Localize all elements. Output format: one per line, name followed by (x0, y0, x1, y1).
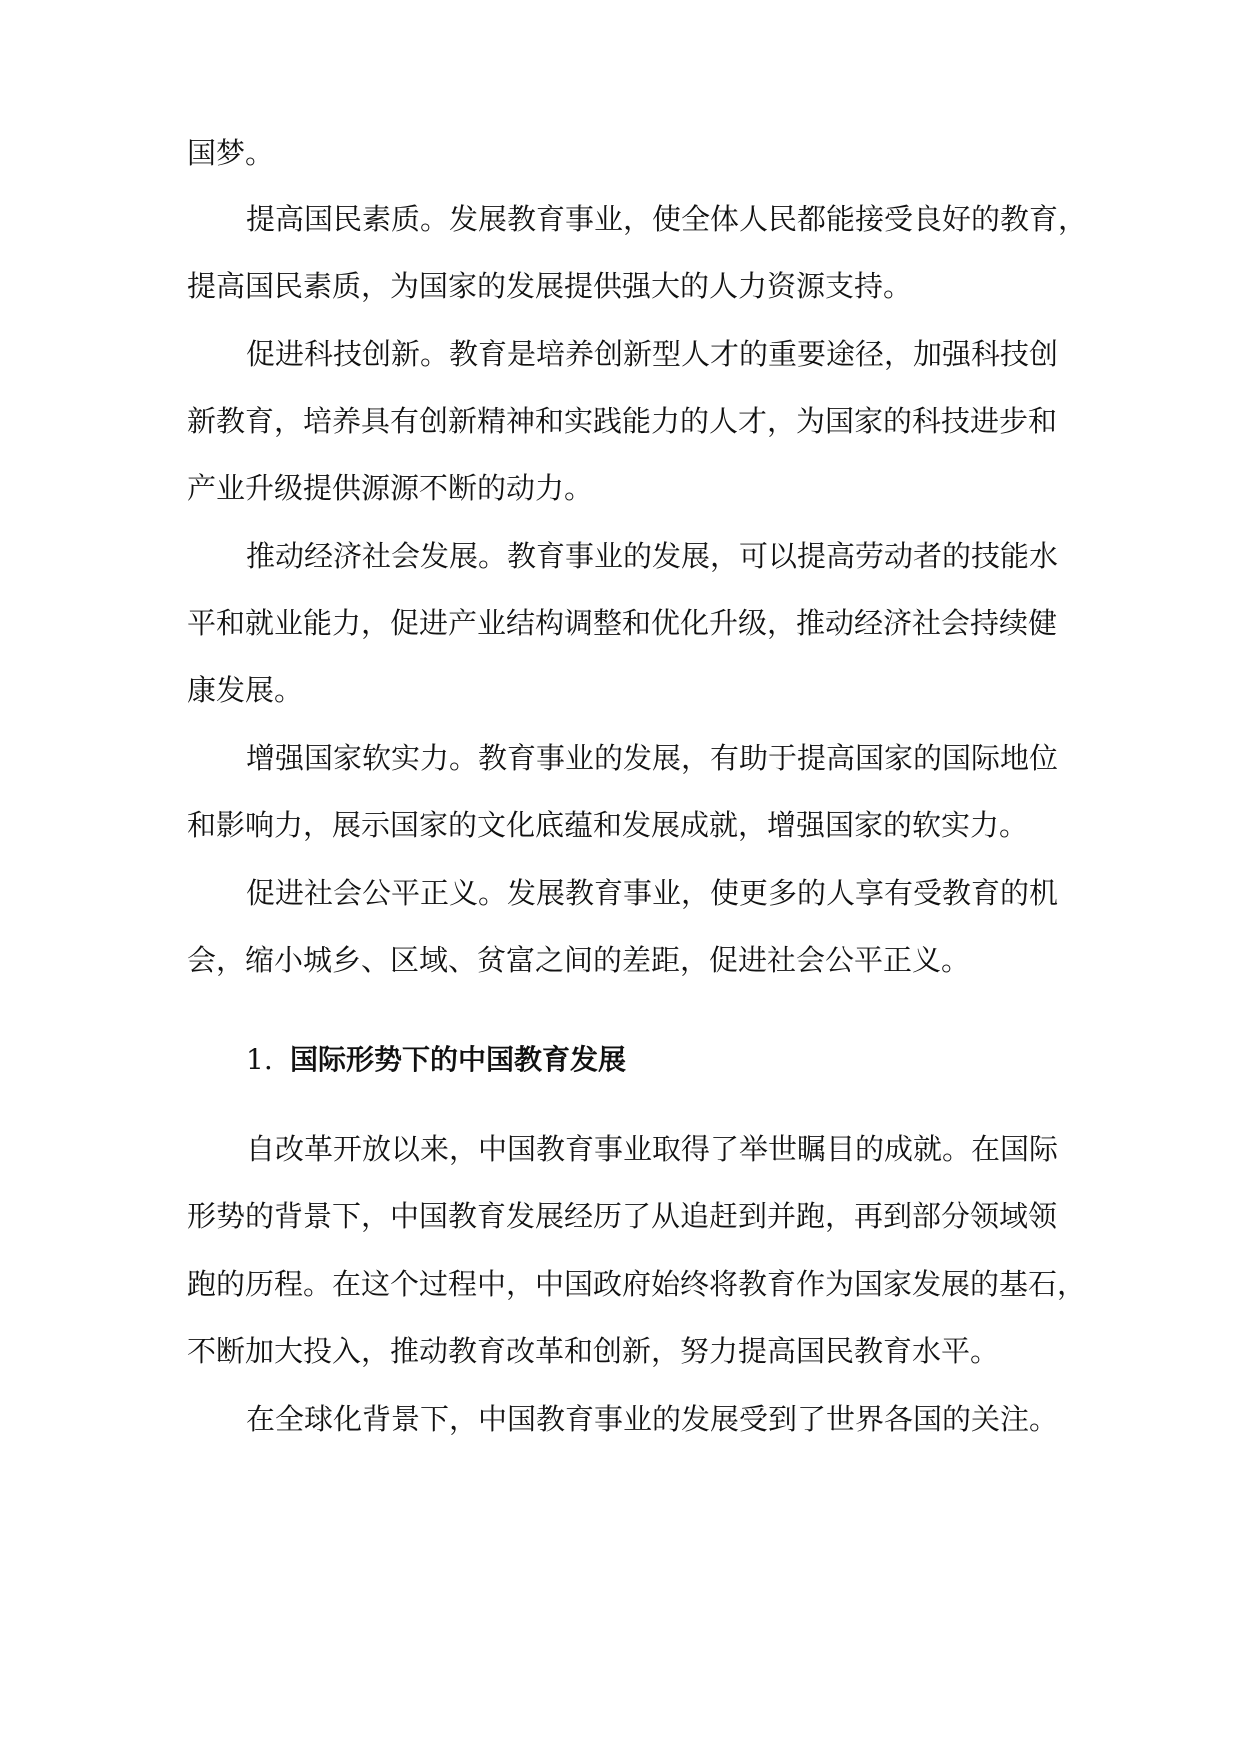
paragraph-line: 跑的历程。在这个过程中，中国政府始终将教育作为国家发展的基石， (187, 1267, 1087, 1301)
section-heading (246, 1040, 626, 1080)
paragraph-line: 促进社会公平正义。发展教育事业，使更多的人享有受教育的机 (246, 876, 1059, 910)
paragraph-line: 新教育，培养具有创新精神和实践能力的人才，为国家的科技进步和 (187, 404, 1058, 438)
paragraph-line: 和影响力，展示国家的文化底蕴和发展成就，增强国家的软实力。 (187, 808, 1029, 842)
paragraph-line: 形势的背景下，中国教育发展经历了从追赶到并跑，再到部分领域领 (187, 1199, 1058, 1233)
paragraph-line: 在全球化背景下，中国教育事业的发展受到了世界各国的关注。 (246, 1402, 1059, 1436)
section-number: 1. (246, 1043, 273, 1076)
paragraph-line: 推动经济社会发展。教育事业的发展，可以提高劳动者的技能水 (246, 539, 1059, 573)
paragraph-line: 平和就业能力，促进产业结构调整和优化升级，推动经济社会持续健 (187, 606, 1058, 640)
paragraph-line: 增强国家软实力。教育事业的发展，有助于提高国家的国际地位 (246, 741, 1059, 775)
paragraph-line: 不断加大投入，推动教育改革和创新，努力提高国民教育水平。 (187, 1334, 1000, 1368)
paragraph-line: 提高国民素质。发展教育事业，使全体人民都能接受良好的教育， (246, 202, 1088, 236)
paragraph-line: 自改革开放以来，中国教育事业取得了举世瞩目的成就。在国际 (246, 1132, 1059, 1166)
paragraph-line: 提高国民素质，为国家的发展提供强大的人力资源支持。 (187, 269, 913, 303)
paragraph-line: 促进科技创新。教育是培养创新型人才的重要途径，加强科技创 (246, 337, 1059, 371)
paragraph-line: 会，缩小城乡、区域、贫富之间的差距，促进社会公平正义。 (187, 943, 971, 977)
paragraph-line: 康发展。 (187, 673, 304, 707)
paragraph-line: 国梦。 (187, 136, 275, 170)
section-title: 国际形势下的中国教育发展 (290, 1043, 627, 1076)
paragraph-line: 产业升级提供源源不断的动力。 (187, 471, 594, 505)
